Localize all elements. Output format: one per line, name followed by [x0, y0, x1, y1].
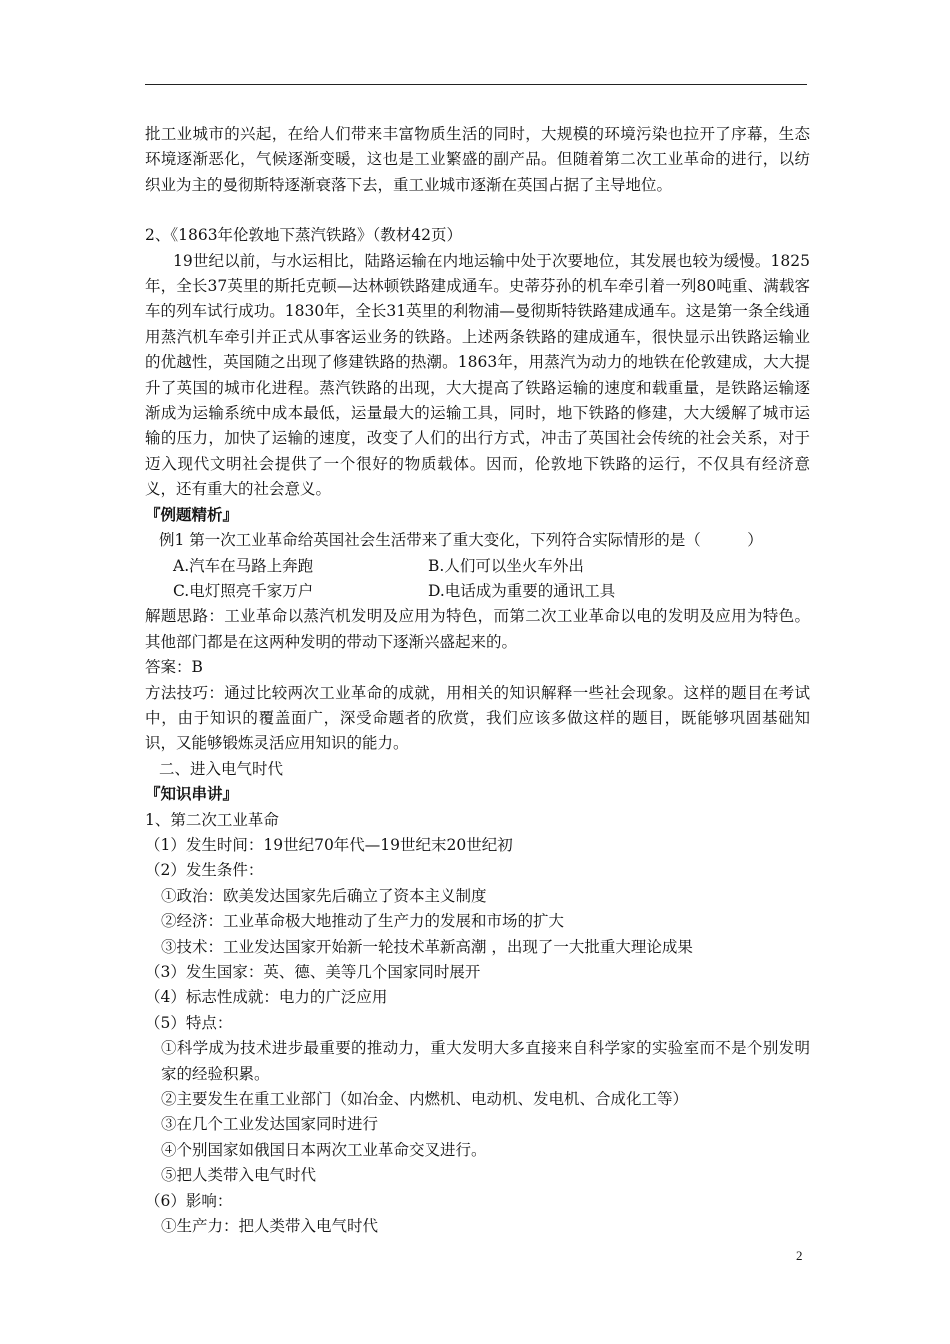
- k-time: （1）发生时间：19世纪70年代—19世纪末20世纪初: [145, 835, 513, 854]
- k-cond-1: ①政治：欧美发达国家先后确立了资本主义制度: [161, 886, 487, 905]
- k-feat-2: ②主要发生在重工业部门（如冶金、内燃机、电动机、发电机、合成化工等）: [161, 1090, 689, 1109]
- k-cond-2: ②经济：工业革命极大地推动了生产力的发展和市场的扩大: [161, 912, 565, 931]
- k-impact: （6）影响：: [145, 1191, 233, 1210]
- k-cond-3: ③技术：工业发达国家开始新一轮技术革新高潮 ，出现了一大批重大理论成果: [161, 937, 693, 956]
- k-feat-5: ⑤把人类带入电气时代: [161, 1166, 317, 1185]
- k-impact-1: ①生产力：把人类带入电气时代: [161, 1217, 379, 1236]
- k-feat-3: ③在几个工业发达国家同时进行: [161, 1115, 379, 1134]
- option-c: C.电灯照亮千家万户: [173, 581, 314, 600]
- paragraph-intro: 批工业城市的兴起，在给人们带来丰富物质生活的同时，大规模的环境污染也拉开了序幕，生态环境逐渐恶化，气候逐渐变暖，这也是工业繁盛的副产品。但随着第二次工业革命的进行，以纺织业为主的曼彻斯特逐渐衰落下去，重工业城市逐渐在英国占据了主导地位。: [145, 125, 810, 194]
- method-text: 方法技巧：通过比较两次工业革命的成就，用相关的知识解释一些社会现象。这样的题目在考试中，由于知识的覆盖面广，深受命题者的欣赏，我们应该多做这样的题目，既能够巩固基础知识，又能够锻炼灵活应用知识的能力。: [145, 683, 810, 753]
- knowledge-heading: 『知识串讲』: [145, 785, 239, 804]
- section2-title: 二、进入电气时代: [159, 759, 284, 778]
- k-feat-4: ④个别国家如俄国日本两次工业革命交叉进行。: [161, 1140, 487, 1159]
- example-heading: 『例题精析』: [145, 505, 239, 524]
- spacer: [145, 198, 810, 223]
- k1-title: 1、第二次工业革命: [145, 810, 279, 829]
- option-d: D.电话成为重要的通讯工具: [428, 581, 616, 600]
- k-feat: （5）特点：: [145, 1013, 233, 1032]
- options-row-1: [145, 554, 810, 579]
- k-cond: （2）发生条件：: [145, 861, 264, 880]
- option-b: B.人们可以坐火车外出: [428, 556, 584, 575]
- k-country: （3）发生国家：英、德、美等几个国家同时展开: [145, 963, 481, 981]
- k-mark: （4）标志性成就：电力的广泛应用: [145, 988, 388, 1007]
- k-feat-1: ①科学成为技术进步最重要的推动力，重大发明大多直接来自科学家的实验室而不是个别发明家的经验积累。: [161, 1039, 810, 1083]
- options-row-2: [145, 579, 810, 604]
- page-number: 2: [796, 1248, 803, 1263]
- answer-text: 答案：B: [145, 658, 203, 677]
- item2-body: 19世纪以前，与水运相比，陆路运输在内地运输中处于次要地位，其发展也较为缓慢。1825年，全长37英里的斯托克顿—达林顿铁路建成通车。史蒂芬孙的机车牵引着一列80吨重、满载客车的列车试行成功。1830年，全长31英里的利物浦—曼彻斯特铁路建成通车。这是第一条全线通用蒸汽机车牵引并正式从事客运业务的铁路。上述两条铁路的建成通车，很快显示出铁路运输业的优越性，英国随之出现了修建铁路的热潮。1863年，用蒸汽为动力的地铁在伦敦建成，大大提升了英国的城市化进程。蒸汽铁路的出现，大大提高了铁路运输的速度和载重量，是铁路运输逐渐成为运输系统中成本最低，运量最大的运输工具，同时，地下铁路的修建，大大缓解了城市运输的压力，加快了运输的速度，改变了人们的出行方式，冲击了英国社会传统的社会关系，对于迈入现代文明社会提供了一个很好的物质载体。因而，伦敦地下铁路的运行，不仅具有经济意义，还有重大的社会意义。: [145, 251, 810, 499]
- header-rule: [145, 84, 807, 85]
- solution-text: 解题思路：工业革命以蒸汽机发明及应用为特色，而第二次工业革命以电的发明及应用为特色。其他部门都是在这两种发明的带动下逐渐兴盛起来的。: [145, 607, 810, 651]
- item2-title: 2、《1863年伦敦地下蒸汽铁路》（教材42页）: [145, 226, 463, 245]
- option-a: A.汽车在马路上奔跑: [173, 556, 314, 575]
- page-content: [145, 122, 810, 1239]
- example-question: 例1 第一次工业革命给英国社会生活带来了重大变化，下列符合实际情形的是（ ）: [159, 531, 763, 550]
